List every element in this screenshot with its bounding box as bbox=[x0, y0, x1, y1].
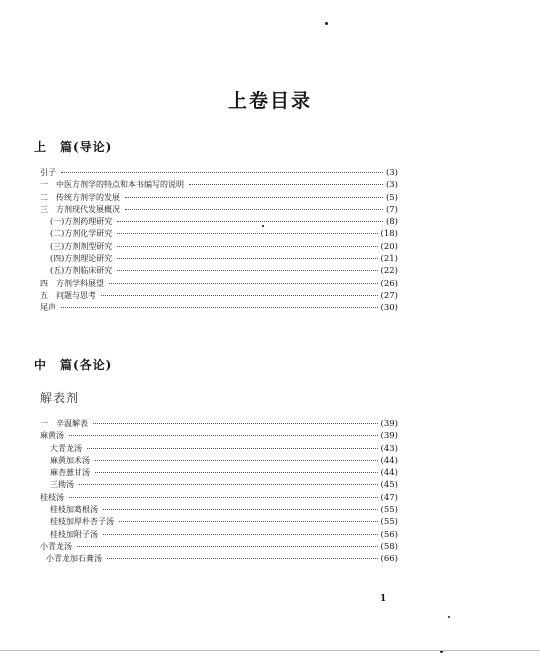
leader-dots bbox=[79, 483, 378, 485]
toc-entry[interactable] bbox=[40, 265, 398, 277]
toc-entry-page: (58) bbox=[380, 541, 398, 552]
toc-entry[interactable] bbox=[40, 479, 398, 491]
toc-entry-page: (21) bbox=[380, 254, 398, 265]
part2-toc bbox=[40, 418, 398, 566]
toc-entry[interactable] bbox=[40, 467, 398, 479]
toc-entry-page: (20) bbox=[380, 241, 398, 252]
toc-entry-label: (三)方剂剂型研究 bbox=[50, 241, 113, 251]
leader-dots bbox=[119, 520, 378, 522]
toc-entry-label: 麻黄汤 bbox=[40, 431, 64, 441]
toc-entry-page: (56) bbox=[380, 529, 398, 540]
toc-entry-label: 桂枝汤 bbox=[40, 492, 64, 502]
toc-entry-label: 桂枝加厚朴杏子汤 bbox=[50, 517, 114, 527]
toc-entry-label: 五 问题与思考 bbox=[40, 290, 96, 300]
toc-entry[interactable] bbox=[40, 492, 398, 504]
toc-entry[interactable] bbox=[40, 253, 398, 265]
toc-entry-page: (47) bbox=[380, 492, 398, 503]
leader-dots bbox=[117, 257, 377, 259]
toc-entry-page: (44) bbox=[380, 468, 398, 479]
toc-entry-label: 一 辛温解表 bbox=[40, 419, 88, 428]
leader-dots bbox=[189, 183, 383, 185]
leader-dots bbox=[93, 422, 378, 424]
part1-toc bbox=[40, 167, 398, 315]
toc-entry-label: 桂枝加附子汤 bbox=[50, 529, 98, 539]
toc-entry[interactable] bbox=[40, 241, 398, 253]
leader-dots bbox=[117, 245, 377, 247]
toc-entry[interactable] bbox=[40, 216, 398, 228]
leader-dots bbox=[61, 171, 383, 173]
toc-entry-page: (45) bbox=[380, 480, 398, 491]
toc-entry-page: (27) bbox=[380, 290, 398, 301]
toc-entry-label: 小青龙加石膏汤 bbox=[46, 554, 102, 564]
toc-entry-label: (五)方剂临床研究 bbox=[50, 266, 113, 276]
toc-entry-page: (39) bbox=[380, 419, 398, 429]
leader-dots bbox=[109, 282, 378, 284]
scan-speck bbox=[448, 616, 450, 618]
toc-entry-page: (39) bbox=[380, 431, 398, 442]
toc-entry-label: 引子 bbox=[40, 168, 56, 177]
leader-dots bbox=[95, 459, 378, 461]
leader-dots bbox=[125, 208, 383, 210]
toc-entry-page: (43) bbox=[380, 443, 398, 454]
toc-entry[interactable] bbox=[40, 516, 398, 528]
toc-entry-label: 小青龙汤 bbox=[40, 541, 72, 551]
toc-entry[interactable] bbox=[40, 192, 398, 204]
toc-entry-label: (二)方剂化学研究 bbox=[50, 229, 113, 239]
leader-dots bbox=[117, 232, 377, 234]
leader-dots bbox=[95, 471, 378, 473]
leader-dots bbox=[61, 306, 378, 308]
toc-entry[interactable] bbox=[40, 167, 398, 179]
toc-entry[interactable] bbox=[40, 228, 398, 240]
leader-dots bbox=[101, 294, 378, 296]
toc-entry-page: (3) bbox=[385, 180, 398, 191]
toc-entry[interactable] bbox=[40, 430, 398, 442]
toc-entry[interactable] bbox=[40, 290, 398, 302]
toc-entry-page: (7) bbox=[385, 204, 398, 215]
toc-entry[interactable] bbox=[40, 443, 398, 455]
toc-entry[interactable] bbox=[40, 541, 398, 553]
scan-edge-line bbox=[0, 650, 540, 651]
toc-entry[interactable] bbox=[40, 302, 398, 314]
scan-speck bbox=[262, 225, 264, 227]
toc-entry-page: (55) bbox=[380, 505, 398, 516]
leader-dots bbox=[107, 557, 378, 559]
part1-heading: 上 篇(导论) bbox=[34, 140, 113, 154]
toc-entry-label: (一)方剂药理研究 bbox=[50, 217, 113, 227]
toc-entry-label: 三 方剂现代发展概况 bbox=[40, 204, 120, 214]
toc-entry-label: 桂枝加葛根汤 bbox=[50, 505, 98, 515]
toc-entry-page: (44) bbox=[380, 455, 398, 466]
leader-dots bbox=[103, 533, 378, 535]
leader-dots bbox=[87, 447, 378, 449]
toc-entry-page: (22) bbox=[380, 266, 398, 277]
toc-entry-page: (55) bbox=[380, 517, 398, 528]
toc-entry-label: 三拗汤 bbox=[50, 480, 74, 490]
page-number: 1 bbox=[380, 594, 387, 604]
toc-entry[interactable] bbox=[40, 529, 398, 541]
toc-entry-page: (3) bbox=[385, 168, 398, 178]
toc-entry-page: (26) bbox=[380, 278, 398, 289]
toc-entry[interactable] bbox=[40, 553, 398, 565]
toc-entry[interactable] bbox=[40, 418, 398, 430]
toc-entry[interactable] bbox=[40, 278, 398, 290]
toc-entry-page: (66) bbox=[380, 554, 398, 565]
leader-dots bbox=[103, 508, 378, 510]
toc-entry-page: (18) bbox=[380, 229, 398, 240]
toc-entry-label: 麻杏薏甘汤 bbox=[50, 468, 90, 478]
scan-speck bbox=[325, 22, 328, 25]
toc-entry[interactable] bbox=[40, 179, 398, 191]
toc-entry-label: 二 传统方剂学的发展 bbox=[40, 192, 120, 202]
part2-subheading: 解表剂 bbox=[40, 391, 80, 405]
leader-dots bbox=[77, 545, 378, 547]
toc-entry-label: 一 中医方剂学的特点和本书编写的说明 bbox=[40, 180, 184, 190]
leader-dots bbox=[69, 496, 378, 498]
toc-entry[interactable] bbox=[40, 204, 398, 216]
leader-dots bbox=[69, 434, 378, 436]
toc-entry-page: (8) bbox=[385, 217, 398, 228]
toc-entry[interactable] bbox=[40, 504, 398, 516]
toc-entry[interactable] bbox=[40, 455, 398, 467]
toc-entry-label: 四 方剂学科展望 bbox=[40, 278, 104, 288]
page-title: 上卷目录 bbox=[227, 90, 312, 112]
part2-heading: 中 篇(各论) bbox=[34, 358, 113, 372]
toc-entry-label: 尾声 bbox=[40, 303, 56, 313]
leader-dots bbox=[117, 220, 383, 222]
toc-entry-page: (30) bbox=[380, 303, 398, 314]
toc-entry-label: (四)方剂理论研究 bbox=[50, 254, 113, 264]
toc-entry-page: (5) bbox=[385, 192, 398, 203]
leader-dots bbox=[125, 196, 383, 198]
leader-dots bbox=[117, 269, 377, 271]
toc-entry-label: 麻黄加术汤 bbox=[50, 455, 90, 465]
toc-entry-label: 大青龙汤 bbox=[50, 443, 82, 453]
